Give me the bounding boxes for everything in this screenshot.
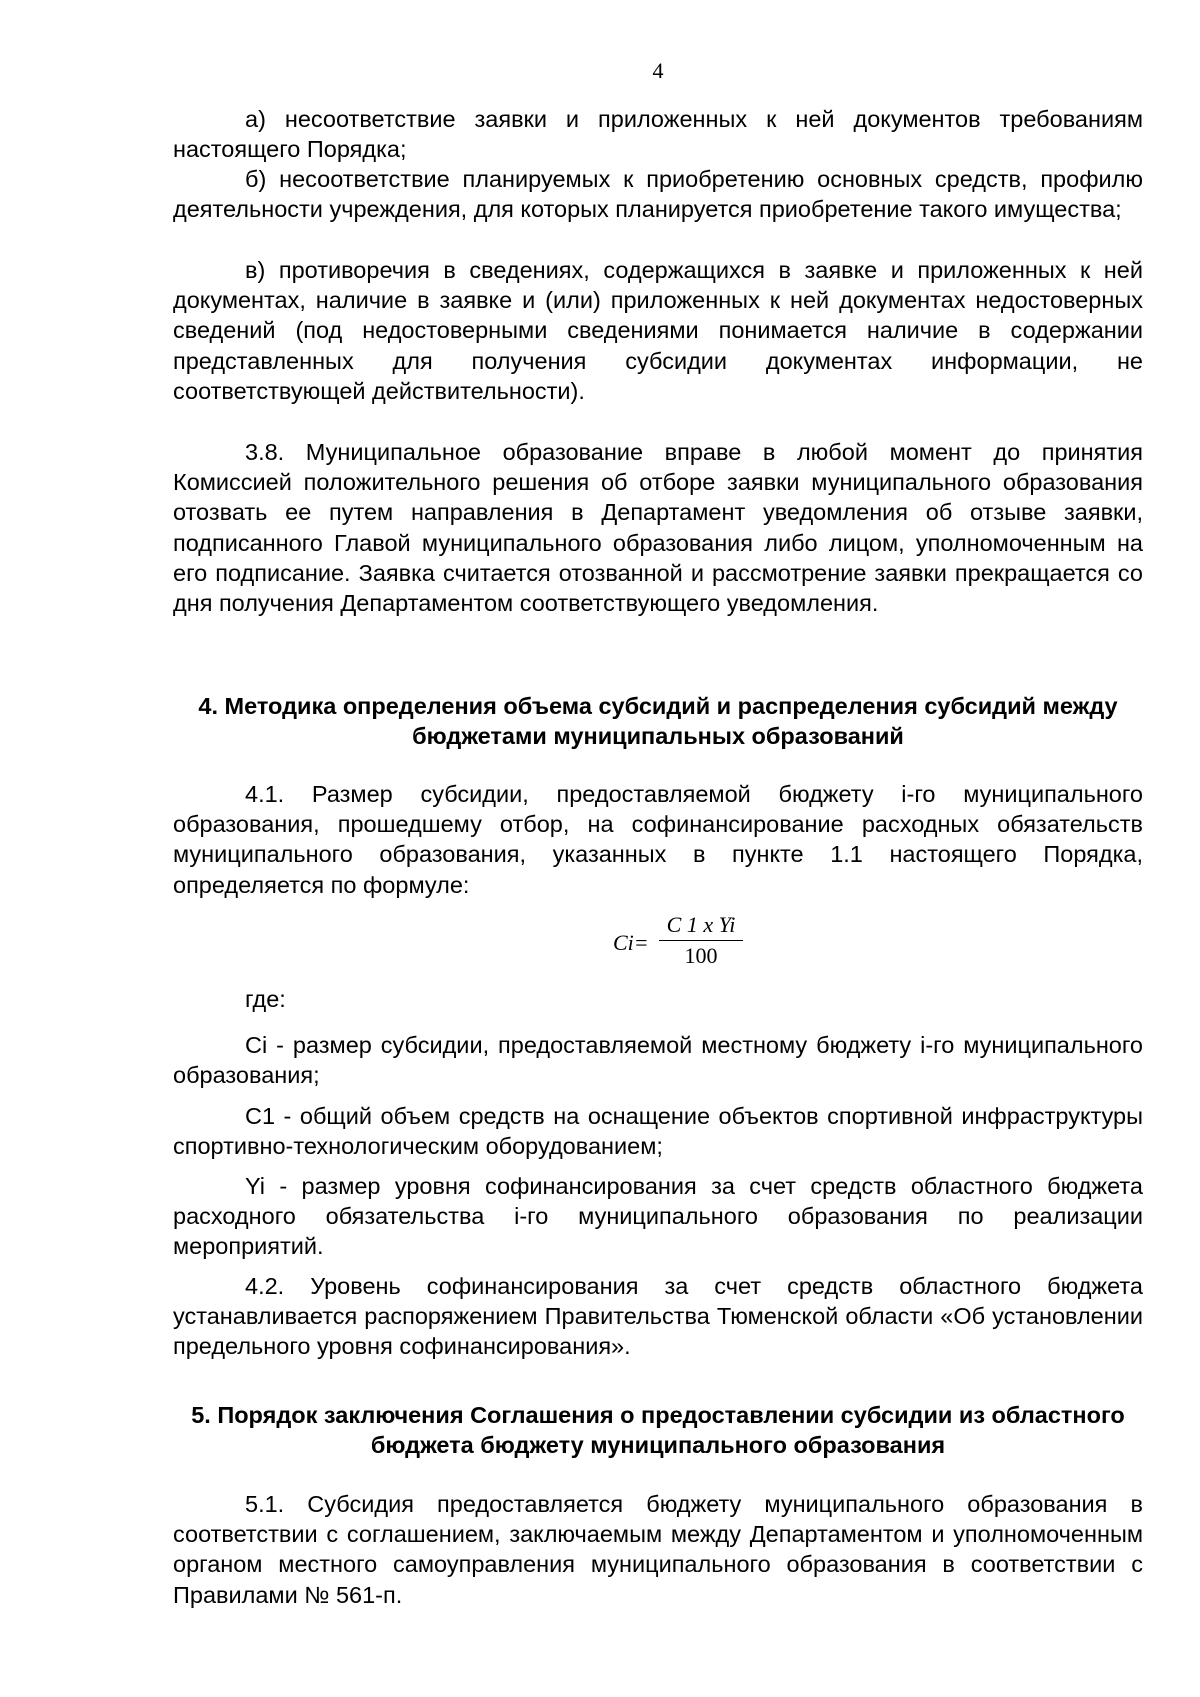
- paragraph-yi: Yi - размер уровня софинансирования за счет средств областного бюджета расходного обязательства i-го муниципального образования по реализации мероприятий.: [173, 1173, 1143, 1260]
- document-page: [173, 0, 1143, 1697]
- formula-denominator: 100: [684, 943, 718, 968]
- paragraph-a: а) несоответствие заявки и приложенных к ней документов требованиям настоящего Порядка;: [173, 106, 1143, 163]
- paragraph-ci: Ci - размер субсидии, предоставляемой местному бюджету i-го муниципального образования;: [173, 1032, 1143, 1089]
- section-4-heading: 4. Методика определения объема субсидий и распределения субсидий между бюджетами муниципальных образований: [198, 693, 1118, 750]
- paragraph-3-8: 3.8. Муниципальное образование вправе в любой момент до принятия Комиссией положительного решения об отборе заявки муниципального образования отозвать ее путем направления в Департамент уведомления об отзыве заявки, подписанного Главой муниципального образования либо лицом, уполномоченным на его подписание. Заявка считается отозванной и рассмотрение заявки прекращается со дня получения Департаментом соответствующего уведомления.: [173, 439, 1143, 617]
- where-label: где:: [245, 986, 286, 1012]
- formula-lhs: Ci=: [613, 930, 649, 955]
- paragraph-c1: C1 - общий объем средств на оснащение объектов спортивной инфраструктуры спортивно-технологическим оборудованием;: [173, 1103, 1143, 1160]
- paragraph-v: в) противоречия в сведениях, содержащихся в заявке и приложенных к ней документах, наличие в заявке и (или) приложенных к ней документах недостоверных сведений (под недостоверными сведениями понимается наличие в содержании представленных для получения субсидии документах информации, не соответствующей действительности).: [173, 257, 1143, 404]
- formula: [173, 912, 1143, 976]
- formula-numerator: C 1 x Yi: [666, 912, 736, 937]
- page-number: 4: [652, 58, 664, 83]
- paragraph-4-2: 4.2. Уровень софинансирования за счет средств областного бюджета устанавливается распоряжением Правительства Тюменской области «Об установлении предельного уровня софинансирования».: [173, 1273, 1143, 1360]
- fraction-bar: [659, 940, 743, 941]
- paragraph-4-1: 4.1. Размер субсидии, предоставляемой бюджету i-го муниципального образования, прошедшему отбор, на софинансирование расходных обязательств муниципального образования, указанных в пункте 1.1 настоящего Порядка, определяется по формуле:: [173, 781, 1143, 898]
- paragraph-b: б) несоответствие планируемых к приобретению основных средств, профилю деятельности учреждения, для которых планируется приобретение такого имущества;: [173, 166, 1143, 223]
- section-5-heading: 5. Порядок заключения Соглашения о предоставлении субсидии из областного бюджета бюджету муниципального образования: [191, 1402, 1125, 1459]
- formula-fraction: [659, 912, 743, 969]
- paragraph-5-1: 5.1. Субсидия предоставляется бюджету муниципального образования в соответствии с соглашением, заключаемым между Департаментом и уполномоченным органом местного самоуправления муниципального образования в соответствии с Правилами № 561-п.: [173, 1491, 1143, 1608]
